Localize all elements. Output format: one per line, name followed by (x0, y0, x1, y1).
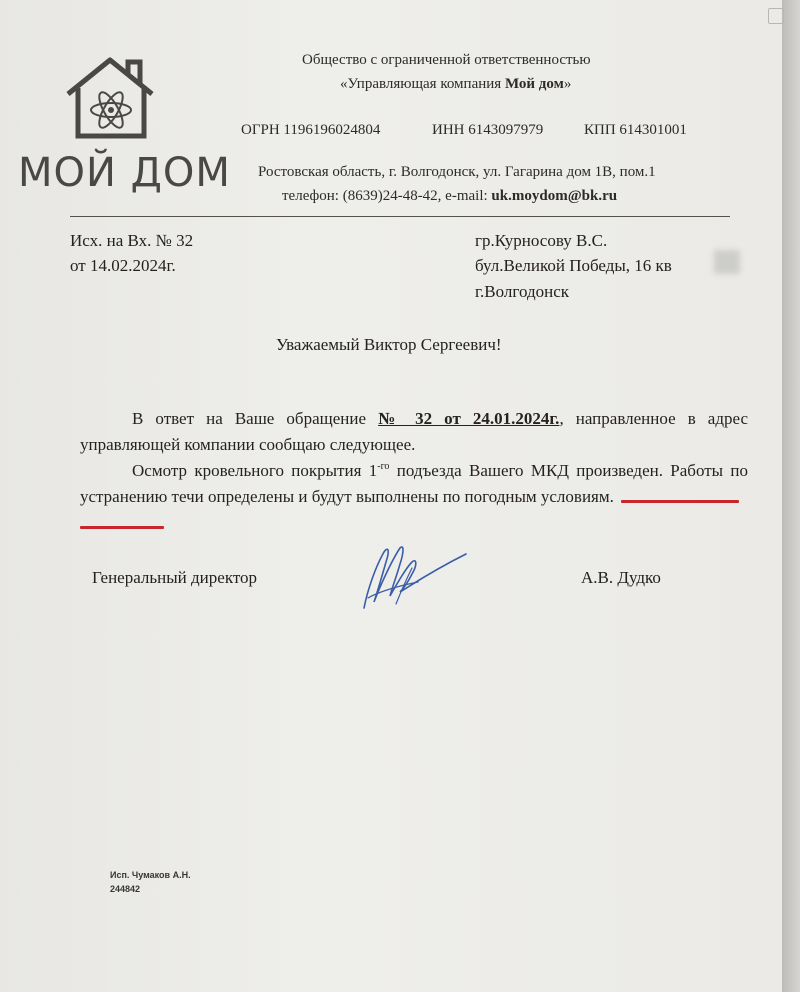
red-underline-2 (80, 526, 164, 529)
redacted-apartment (714, 250, 740, 274)
recipient-name: гр.Курносову В.С. (475, 231, 608, 250)
ogrn: ОГРН 1196196024804 (241, 122, 381, 138)
recipient-city: г.Волгодонск (475, 282, 570, 301)
salutation: Уважаемый Виктор Сергеевич! (276, 335, 502, 354)
request-ref: № 32 от 24.01.2024г. (378, 409, 560, 428)
org-contacts: телефон: (8639)24-48-42, e-mail: uk.moydom@bk.ru (282, 188, 618, 204)
house-atom-logo-icon (62, 54, 162, 144)
signatory-name: А.В. Дудко (581, 568, 661, 587)
corner-mark-icon (768, 8, 784, 24)
org-name-line1: Общество с ограниченной ответственностью (302, 52, 591, 68)
recipient-address: бул.Великой Победы, 16 кв (475, 256, 672, 275)
org-address: Ростовская область, г. Волгодонск, ул. Гагарина дом 1В, пом.1 (258, 164, 656, 180)
logo-wordmark: МОЙ ДОМ (18, 150, 231, 196)
org-name-line2: «Управляющая компания Мой дом» (340, 76, 572, 92)
header-divider (70, 216, 730, 217)
red-underline-1 (621, 500, 739, 503)
inn: ИНН 6143097979 (432, 122, 544, 138)
org-email: uk.moydom@bk.ru (491, 188, 618, 204)
reference-date: от 14.02.2024г. (70, 256, 176, 275)
reference-number: Исх. на Вх. № 32 (70, 231, 194, 250)
handwritten-signature-icon (358, 538, 470, 614)
signatory-title: Генеральный директор (92, 568, 258, 587)
executor-phone: 244842 (110, 884, 141, 894)
page-edge (782, 0, 800, 992)
paragraph-response: В ответ на Ваше обращение № 32 от 24.01.2024г., направленное в адрес управляющей компании сообщаю следующее. (80, 409, 749, 454)
paragraph-inspection: Осмотр кровельного покрытия $1^{-го}$ подъезда Вашего МКД произведен. Работы по устранению течи определены и будут выполнены по погодным условиям. (80, 461, 749, 506)
executor-name: Исп. Чумаков А.Н. (110, 870, 191, 880)
kpp: КПП 614301001 (584, 122, 687, 138)
